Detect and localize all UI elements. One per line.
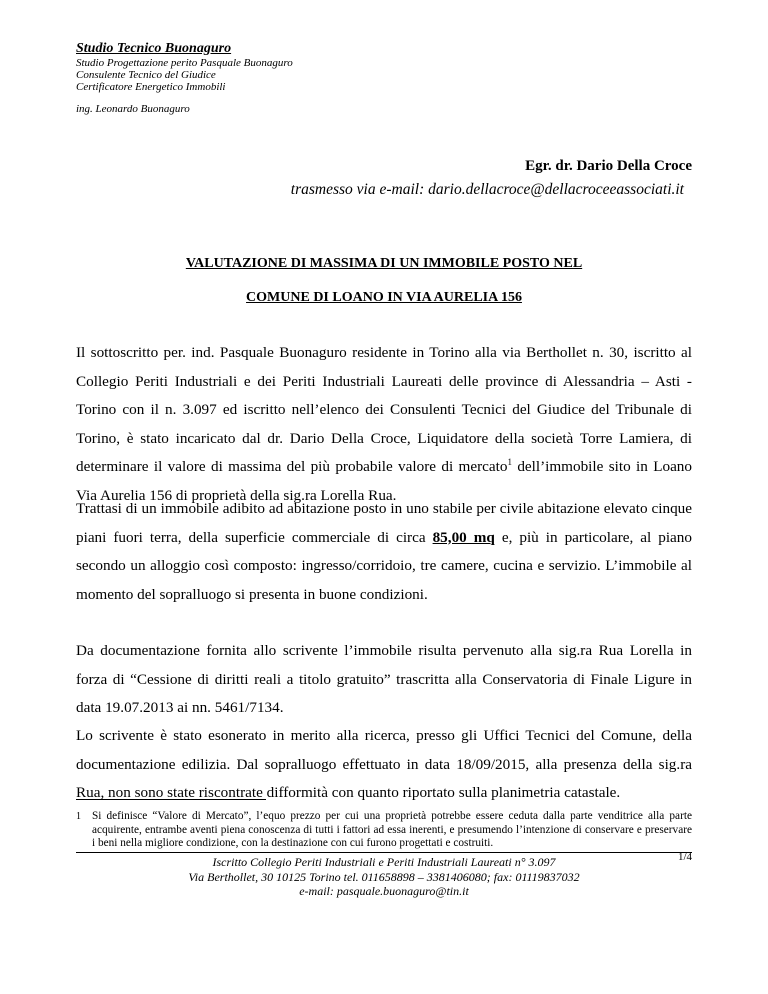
paragraph-text: Il sottoscritto per. ind. Pasquale Buonaguro residente in Torino alla via Berthollet n. 30, iscritto al Collegio Periti Industriali e dei Periti Industriali Laureati delle province di Alessandria – Asti - Torino con il n. 3.097 ed iscritto nell’elenco dei Consulenti Tecnici del Giudice del Tribunale di Torino, è stato incaricato dal dr. Dario Della Croce, Liquidatore della società Torre Lamiera, di determinare il valore di massima del più probabile valore di mercato bbox=[76, 344, 692, 475]
paragraph-inspection: Lo scrivente è stato esonerato in merito alla ricerca, presso gli Uffici Tecnici del Comune, della documentazione edilizia. Dal sopralluogo effettuato in data 18/09/2015, alla presenza della sig.ra Rua, non sono state riscontrate difformità con quanto riportato sulla planimetria catastale. bbox=[76, 727, 692, 801]
studio-subtitle-line: Certificatore Energetico Immobili bbox=[76, 81, 226, 93]
footer-registration: Iscritto Collegio Periti Industriali e Periti Industriali Laureati n° 3.097 bbox=[212, 855, 556, 869]
footnote-text: Si definisce “Valore di Mercato”, l’equo prezzo per cui una proprietà potrebbe essere ceduta dalla parte venditrice alla parte acquirente, entrambe aventi piena conoscenza di tutti i fattori ad essa inerenti, e presumendo l’intenzione di conservare e preservare i beni nella migliore condizione, con la destinazione con cui furono progettati e costruiti. bbox=[92, 810, 692, 849]
studio-subtitle-line: Studio Progettazione perito Pasquale Buonaguro bbox=[76, 57, 293, 69]
paragraph-property-description bbox=[76, 495, 692, 609]
footer-email: e-mail: pasquale.buonaguro@tin.it bbox=[299, 884, 469, 898]
surface-area-value: 85,00 mq bbox=[432, 528, 495, 546]
footer-address: Via Berthollet, 30 10125 Torino tel. 011658898 – 3381406080; fax: 01119837032 bbox=[188, 869, 580, 884]
studio-name: Studio Tecnico Buonaguro bbox=[76, 41, 232, 56]
paragraph-text: e, più in particolare, al piano secondo un alloggio così composto: ingresso/corridoio, tre camere, cucina e servizio. L’immobile al momento del sopralluogo si presenta in buone condizioni. bbox=[76, 528, 692, 603]
document-title-line-1: VALUTAZIONE DI MASSIMA DI UN IMMOBILE POSTO NEL bbox=[185, 256, 583, 271]
page-number: 1/4 bbox=[677, 851, 692, 863]
paragraph-provenance: Da documentazione fornita allo scrivente l’immobile risulta pervenuto alla sig.ra Rua Lorella in forza di “Cessione di diritti reali a titolo gratuito” trascritta alla Conservatoria di Finale Ligure in data 19.07.2013 ai nn. 5461/7134. bbox=[76, 642, 692, 716]
footnote-number: 1 bbox=[76, 811, 81, 822]
footnote-divider bbox=[76, 799, 266, 800]
studio-subtitle-line: Consulente Tecnico del Giudice bbox=[76, 69, 216, 81]
footer-divider bbox=[76, 852, 692, 853]
paragraph-text: dell’immobile sito in Loano Via Aurelia 156 di proprietà della sig.ra Lorella Rua. bbox=[76, 458, 692, 504]
transmission-note: trasmesso via e-mail: dario.dellacroce@dellacroceeassociati.it bbox=[290, 181, 684, 198]
paragraph-assignment bbox=[76, 339, 692, 510]
footnote-reference: 1 bbox=[507, 456, 512, 467]
paragraph-text: Trattasi di un immobile adibito ad abitazione posto in uno stabile per civile abitazione elevato cinque piani fuori terra, della superficie commerciale di circa bbox=[76, 500, 692, 546]
recipient-name: Egr. dr. Dario Della Croce bbox=[525, 158, 692, 174]
page-footer bbox=[76, 855, 692, 899]
letterhead bbox=[76, 40, 293, 115]
footnote bbox=[76, 810, 692, 851]
engineer-name: ing. Leonardo Buonaguro bbox=[76, 103, 190, 115]
document-title-line-2: COMUNE DI LOANO IN VIA AURELIA 156 bbox=[246, 290, 522, 305]
